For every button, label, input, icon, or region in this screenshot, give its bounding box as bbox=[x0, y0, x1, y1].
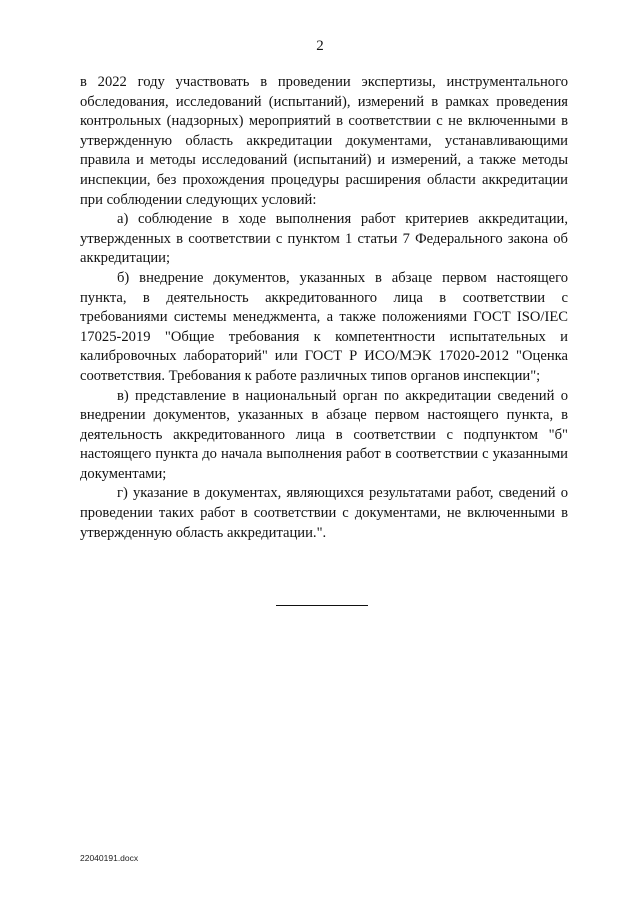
end-separator-line bbox=[276, 605, 368, 606]
paragraph-item-b: б) внедрение документов, указанных в абзаце первом настоящего пункта, в деятельность аккредитованного лица в соответствии с требованиями системы менеджмента, а также положениями ГОСТ ISO/IEC 17025-2019 "Общие требования к компетентности испытательных и калибровочных лабораторий" или ГОСТ Р ИСО/МЭК 17020-2012 "Оценка соответствия. Требования к работе различных типов органов инспекции"; bbox=[80, 269, 568, 384]
paragraph-item-a: а) соблюдение в ходе выполнения работ критериев аккредитации, утвержденных в соответствии с пунктом 1 статьи 7 Федерального закона об аккредитации; bbox=[80, 211, 568, 267]
paragraph-item-v: в) представление в национальный орган по аккредитации сведений о внедрении документов, указанных в абзаце первом настоящего пункта, в деятельность аккредитованного лица в соответствии с подпунктом "б" настоящего пункта до начала выполнения работ в соответствии с указанными документами; bbox=[80, 387, 568, 482]
page-number: 2 bbox=[316, 38, 324, 54]
paragraph-intro: в 2022 году участвовать в проведении экспертизы, инструментального обследования, исследований (испытаний), измерений в рамках проведения контрольных (надзорных) мероприятий в соответствии с не включенными в утвержденную область аккредитации документами, устанавливающими правила и методы исследований (испытаний) и измерений, а также методы инспекции, без прохождения процедуры расширения области аккредитации при соблюдении следующих условий: bbox=[80, 74, 568, 208]
document-body bbox=[80, 73, 568, 543]
file-identifier: 22040191.docx bbox=[80, 853, 139, 863]
paragraph-item-g: г) указание в документах, являющихся результатами работ, сведений о проведении таких работ в соответствии с документами, не включенными в утвержденную область аккредитации.". bbox=[80, 485, 568, 541]
